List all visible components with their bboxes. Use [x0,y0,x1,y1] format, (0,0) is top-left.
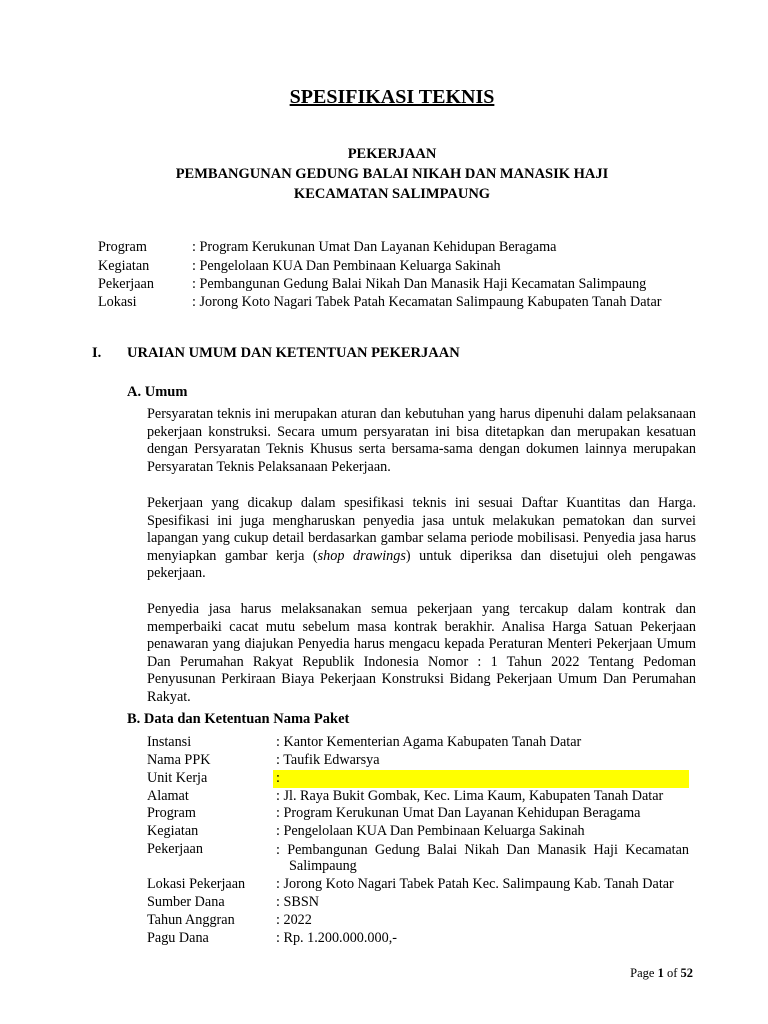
data-label-unit-kerja: Unit Kerja [147,770,208,786]
info-label-lokasi: Lokasi [98,294,137,310]
info-value-program: : Program Kerukunan Umat Dan Layanan Kehidupan Beragama [192,239,557,255]
heading-line-3: KECAMATAN SALIMPAUNG [293,186,491,202]
data-label-tahun-anggran: Tahun Anggran [147,912,235,928]
footer-total-pages: 52 [680,966,693,980]
data-value-nama-ppk: : Taufik Edwarsya [276,752,380,768]
data-value-pagu-dana: : Rp. 1.200.000.000,- [276,930,397,946]
data-label-pagu-dana: Pagu Dana [147,930,209,946]
data-value-program: : Program Kerukunan Umat Dan Layanan Kehidupan Beragama [276,805,641,821]
subsection-a-title: A. Umum [127,384,188,400]
data-value-sumber-dana: : SBSN [276,894,319,910]
data-label-sumber-dana: Sumber Dana [147,894,225,910]
section-title: URAIAN UMUM DAN KETENTUAN PEKERJAAN [127,345,460,361]
data-label-program: Program [147,805,196,821]
paragraph-1: Persyaratan teknis ini merupakan aturan dan kebutuhan yang harus dipenuhi dalam pelaksanaan pekerjaan konstruksi. Secara umum persyaratan ini bisa ditetapkan dan merupakan kesatuan dengan Persyaratan Teknis Khusus serta bersama-sama dengan dokumen lainnya merupakan Persyaratan Teknis Pelaksanaan Pekerjaan. [147,406,696,475]
data-label-instansi: Instansi [147,734,192,750]
info-label-pekerjaan: Pekerjaan [98,276,154,292]
heading-line-1: PEKERJAAN [347,146,437,162]
data-label-kegiatan: Kegiatan [147,823,199,839]
data-value-unit-kerja: : [276,770,280,786]
info-label-program: Program [98,239,147,255]
data-value-pekerjaan-cont: Salimpaung [289,858,357,874]
data-value-lokasi-pekerjaan: : Jorong Koto Nagari Tabek Patah Kec. Salimpaung Kab. Tanah Datar [276,876,674,892]
info-value-pekerjaan: : Pembangunan Gedung Balai Nikah Dan Manasik Haji Kecamatan Salimpaung [192,276,647,292]
paragraph-2-text-b: ) untuk diperiksa dan disetujui oleh pengawas pekerjaan. [147,547,697,582]
page-footer [630,966,693,981]
heading-line-2: PEMBANGUNAN GEDUNG BALAI NIKAH DAN MANASIK HAJI [175,166,609,182]
section-number: I. [92,345,102,361]
paragraph-3: Penyedia jasa harus melaksanakan semua pekerjaan yang tercakup dalam kontrak dan memperbaiki cacat mutu sebelum masa kontrak berakhir. Analisa Harga Satuan Pekerjaan penawaran yang diajukan Penyedia harus mengacu kepada Peraturan Menteri Pekerjaan Umum Dan Perumahan Rakyat Republik Indonesia Nomor : 1 Tahun 2022 Tentang Pedoman Penyusunan Perkiraan Biaya Pekerjaan Konstruksi Bidang Pekerjaan Umum Dan Perumahan Rakyat. [147,601,696,705]
data-value-tahun-anggran: : 2022 [276,912,312,928]
footer-page-number: 1 [657,966,664,980]
data-label-alamat: Alamat [147,788,189,804]
data-label-nama-ppk: Nama PPK [147,752,211,768]
data-label-lokasi-pekerjaan: Lokasi Pekerjaan [147,876,246,892]
info-value-kegiatan: : Pengelolaan KUA Dan Pembinaan Keluarga Sakinah [192,258,501,274]
document-title: SPESIFIKASI TEKNIS [289,86,495,108]
paragraph-2-italic: shop drawings [317,547,406,564]
footer-page-word: Page [630,966,655,980]
unit-kerja-highlight [273,770,689,788]
footer-of-word: of [666,966,678,980]
data-value-instansi: : Kantor Kementerian Agama Kabupaten Tanah Datar [276,734,582,750]
data-value-alamat: : Jl. Raya Bukit Gombak, Kec. Lima Kaum, Kabupaten Tanah Datar [276,788,664,804]
paragraph-2-text-a: Pekerjaan yang dicakup dalam spesifikasi teknis ini sesuai Daftar Kuantitas dan Harga. Spesifikasi ini juga mengharuskan penyedia jasa untuk melakukan pematokan dan survei lapangan yang cukup detail berdasarkan gambar selama periode mobilisasi. Penyedia jasa harus menyiapkan gambar kerja ( [147,495,696,564]
info-value-lokasi: : Jorong Koto Nagari Tabek Patah Kecamatan Salimpaung Kabupaten Tanah Datar [192,294,662,310]
data-value-kegiatan: : Pengelolaan KUA Dan Pembinaan Keluarga Sakinah [276,823,585,839]
data-label-pekerjaan: Pekerjaan [147,841,203,857]
data-value-pekerjaan: : Pembangunan Gedung Balai Nikah Dan Manasik Haji Kecamatan [276,842,689,858]
paragraph-2 [147,495,696,583]
subsection-b-title: B. Data dan Ketentuan Nama Paket [127,711,350,727]
info-label-kegiatan: Kegiatan [98,258,150,274]
